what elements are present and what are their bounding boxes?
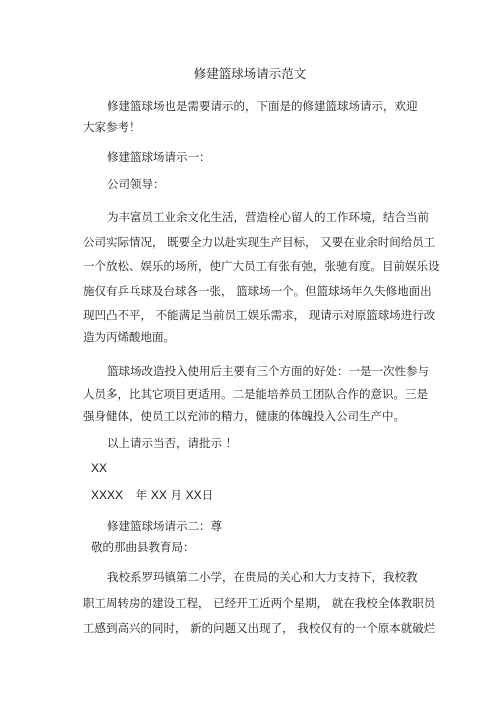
sample2-salutation: 敬的那曲县教育局：	[91, 540, 195, 554]
sample1-salutation: 公司领导：	[107, 177, 165, 191]
date-year: XXXX	[91, 488, 124, 502]
sample1-para2-line: 篮球场改造投入使用后主要有三个方面的好处：一是一次性参与	[107, 364, 429, 378]
sample1-para2-line: 人员多，比其它项目更适用。二是能培养员工团队合作的意识。三是	[83, 387, 428, 401]
sample1-para1-line: 现凹凸不平， 不能满足当前员工娱乐需求， 现请示对原篮球场进行改	[83, 308, 436, 322]
sample1-closing: 以上请示当否，请批示 ！	[107, 436, 238, 450]
sample2-para1-line: 职工周转房的建设工程， 已经开工近两个星期， 就在我校全体教职员	[83, 596, 436, 610]
sample1-heading: 修建篮球场请示一：	[107, 150, 211, 164]
date-year-unit: 年	[135, 488, 148, 502]
sample2-heading: 修建篮球场请示二：尊	[107, 519, 222, 533]
date-month: XX	[150, 488, 167, 502]
document-title: 修建篮球场请示范文	[193, 66, 307, 81]
date-day-unit: 日	[201, 488, 214, 502]
sample2-para1-line: 我校系罗玛镇第二小学，在贵局的关心和大力支持下，我校教	[107, 570, 418, 584]
date-month-unit: 月	[170, 488, 182, 502]
sample1-para1-line: 造为丙烯酸地面。	[83, 330, 175, 344]
sample2-para1-line: 工感到高兴的同时， 新的问题又出现了， 我校仅有的一个原本就破烂	[83, 621, 436, 635]
date-day: XX	[185, 488, 202, 502]
intro-line: 修建篮球场也是需要请示的，下面是的修建篮球场请示，欢迎	[107, 99, 418, 113]
sample1-para2-line: 强身健体，使员工以充沛的精力，健康的体魄投入公司生产中。	[83, 409, 405, 423]
sample1-signer: XX	[91, 461, 108, 475]
intro-line: 大家参考！	[83, 120, 141, 134]
sample1-para1-line: 一个放松、娱乐的场所，使广大员工有张有弛，张驰有度。目前娱乐设	[83, 259, 440, 273]
sample1-para1-line: 施仅有乒乓球及台球各一张， 篮球场一个。但篮球场年久失修地面出	[83, 284, 432, 298]
sample1-para1-line: 公司实际情况， 既要全力以赴实现生产目标， 又要在业余时间给员工	[83, 235, 436, 249]
sample1-date	[91, 488, 213, 502]
sample1-para1-line: 为丰富员工业余文化生活，营造栓心留人的工作环境，结合当前	[107, 210, 429, 224]
